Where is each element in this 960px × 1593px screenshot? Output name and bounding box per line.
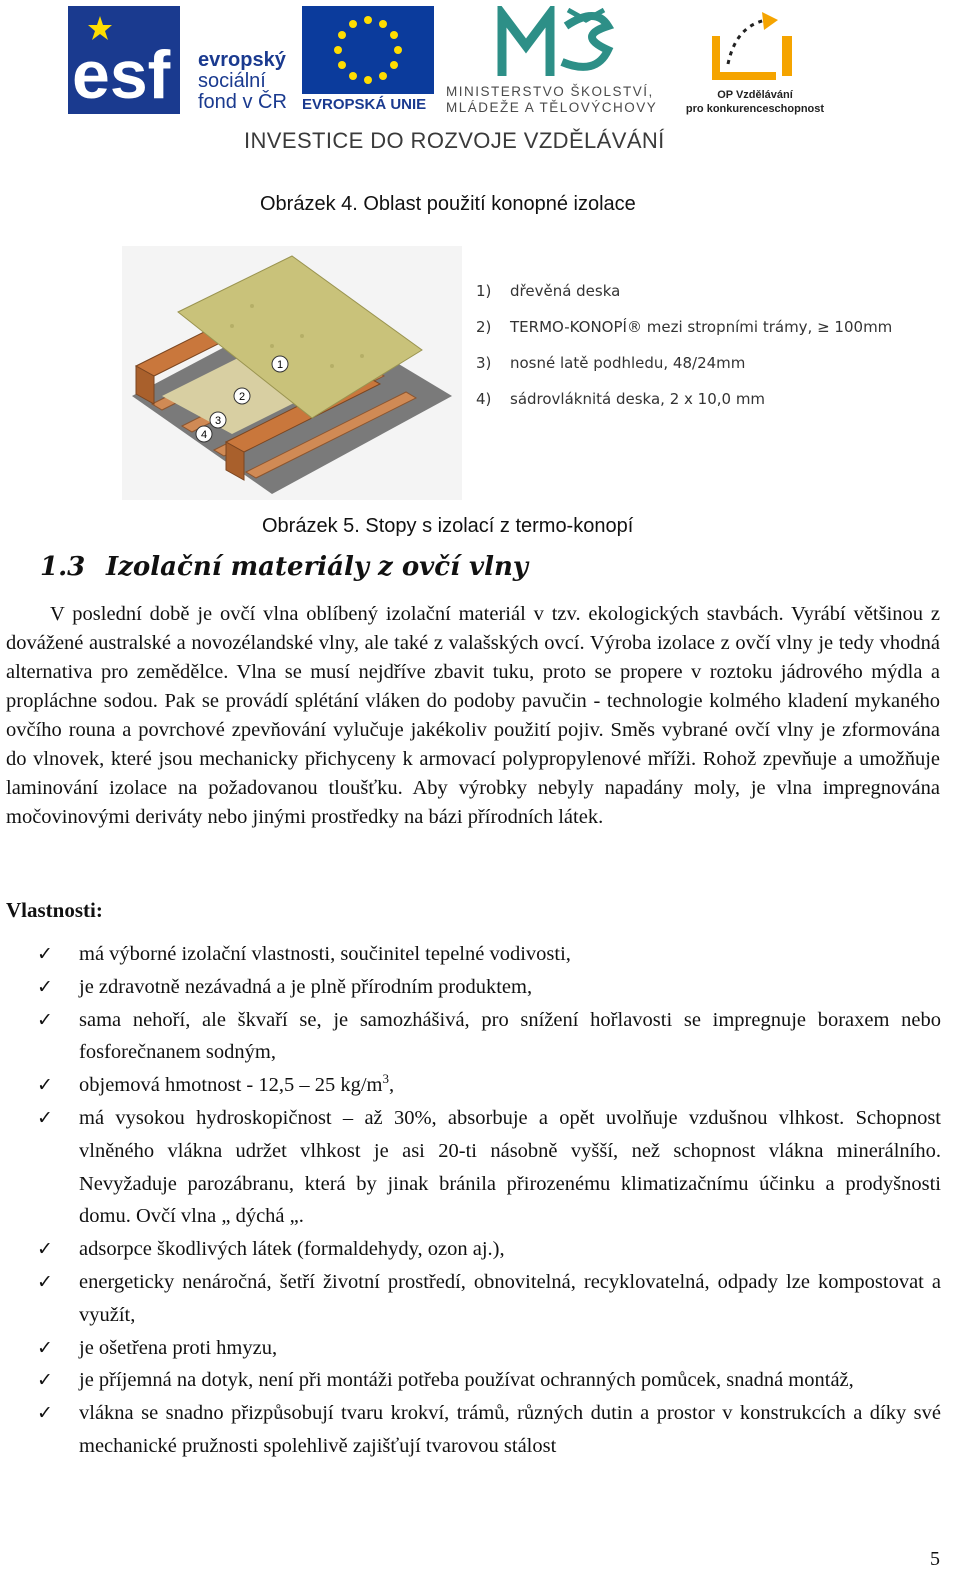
check-icon: ✓ — [37, 1336, 53, 1359]
check-icon: ✓ — [37, 1106, 53, 1129]
figure-5-caption: Obrázek 5. Stopy s izolací z termo-konopí — [262, 515, 634, 537]
check-icon: ✓ — [37, 1402, 53, 1425]
svg-text:esf: esf — [72, 37, 171, 113]
msmt-text: MINISTERSTVO ŠKOLSTVÍ, MLÁDEŽE A TĚLOVÝCHOVY — [446, 84, 658, 115]
list-item: ✓ sama nehoří, ale škvaří se, je samozhášivá, pro snížení hořlavosti se impregnuje boraxem nebo fosforečnanem sodným, — [0, 1004, 941, 1070]
figure-5 — [122, 246, 893, 500]
insulation-layers-illustration — [122, 246, 462, 500]
page-number: 5 — [930, 1548, 940, 1570]
svg-text:2: 2 — [238, 391, 246, 403]
list-item: ✓ energeticky nenáročná, šetří životní prostředí, obnovitelná, recyklovatelná, odpady lze kompostovat a využít, — [0, 1266, 941, 1332]
body-paragraph: V poslední době je ovčí vlna oblíbený izolační materiál v tzv. ekologických stavbách. Vyrábí většinou z dovážené australské a novozélandské vlny, ale také z valašských ovcí. Výroba izolace z ovčí vlny je tedy vhodná alternativa pro zemědělce. Vlna se musí nejdříve zbavit tuku, proto se propere v roztoku jádrového mýdla a propláchne sodou. Pak se provádí splétání vláken do podoby pavučin - technologie kolmého kladení mykaného ovčího rouna a povrchové zpevňování vylučuje jakékoliv použití pojiv. Směs vybrané ovčí vlny je zformována do vlnovek, které jsou mechanicky přichyceny k armovací polypropylenové mříži. Rohož zpevňuje a umožňuje laminování izolace na požadovanou tloušťku. Aby výrobky nebyly napadány moly, je vlna impregnována močovinovými deriváty nebo jinými prostředky na bázi přírodních látek. — [6, 603, 940, 828]
check-icon: ✓ — [37, 1369, 53, 1392]
svg-text:3: 3 — [214, 415, 222, 427]
list-item: ✓ je zdravotně nezávadná a je plně přírodním produktem, — [0, 971, 941, 1004]
list-item: ✓ adsorpce škodlivých látek (formaldehydy, ozon aj.), — [0, 1233, 941, 1266]
check-icon: ✓ — [37, 1238, 53, 1261]
eu-flag-icon — [302, 6, 434, 94]
list-item: ✓ je příjemná na dotyk, není při montáži potřeba používat ochranných pomůcek, snadná montáž, — [0, 1364, 941, 1397]
esf-flag-icon — [68, 6, 180, 114]
list-item: ✓ je ošetřena proti hmyzu, — [0, 1332, 941, 1365]
msmt-mark-icon — [496, 6, 616, 80]
properties-list — [0, 938, 944, 1463]
check-icon: ✓ — [37, 1008, 53, 1031]
svg-text:1: 1 — [276, 359, 284, 371]
esf-text: evropský sociální fond v ČR — [198, 49, 287, 113]
eu-logo — [302, 6, 438, 114]
list-item: ✓ má výborné izolační vlastnosti, součinitel tepelné vodivosti, — [0, 938, 941, 971]
msmt-logo — [446, 6, 686, 114]
svg-text:4: 4 — [200, 429, 208, 441]
esf-logo — [68, 6, 296, 114]
check-icon: ✓ — [37, 1074, 53, 1097]
check-icon: ✓ — [37, 943, 53, 965]
list-item: ✓ vlákna se snadno přizpůsobují tvaru krokví, trámů, různých dutin a prostor v konstrukcích a díky své mechanické pružnosti spolehlivě zajišťují tvarovou stálost — [0, 1397, 941, 1463]
legend-item: 4) sádrovláknitá deska, 2 x 10,0 mm — [476, 390, 766, 408]
check-icon: ✓ — [37, 1270, 53, 1293]
eu-text: EVROPSKÁ UNIE — [302, 96, 427, 113]
legend-item: 2) TERMO-KONOPÍ® mezi stropními trámy, ≥ 100mm — [476, 318, 893, 336]
check-icon: ✓ — [37, 975, 53, 998]
figure-4-caption: Obrázek 4. Oblast použití konopné izolace — [260, 193, 636, 215]
legend-item: 3) nosné latě podhledu, 48/24mm — [476, 354, 746, 372]
section-heading: 1.3 Izolační materiály z ovčí vlny — [40, 552, 529, 582]
list-item: ✓ má vysokou hydroskopičnost – až 30%, absorbuje a opět uvolňuje vzdušnou vlhkost. Schopnost vlněného vlákna udržet vlhkost je asi 20-ti násobně vyšší, než schopnost vlákna minerálního. Nevyžaduje parozábranu, která by jinak bránila přirozenému klimatizačnímu účinku a prodyšnosti domu. Ovčí vlna „ dýchá „. — [0, 1102, 941, 1233]
investice-tagline: INVESTICE DO ROZVOJE VZDĚLÁVÁNÍ — [244, 128, 665, 153]
op-mark-icon — [706, 6, 796, 86]
op-logo — [680, 6, 830, 114]
op-text: OP Vzdělávání pro konkurenceschopnost — [685, 89, 825, 115]
legend-item: 1) dřevěná deska — [476, 282, 621, 300]
list-item: ✓ objemová hmotnost - 12,5 – 25 $kg/m^3$, — [0, 1069, 941, 1102]
page-header — [0, 0, 960, 160]
properties-heading: Vlastnosti: — [6, 898, 103, 922]
